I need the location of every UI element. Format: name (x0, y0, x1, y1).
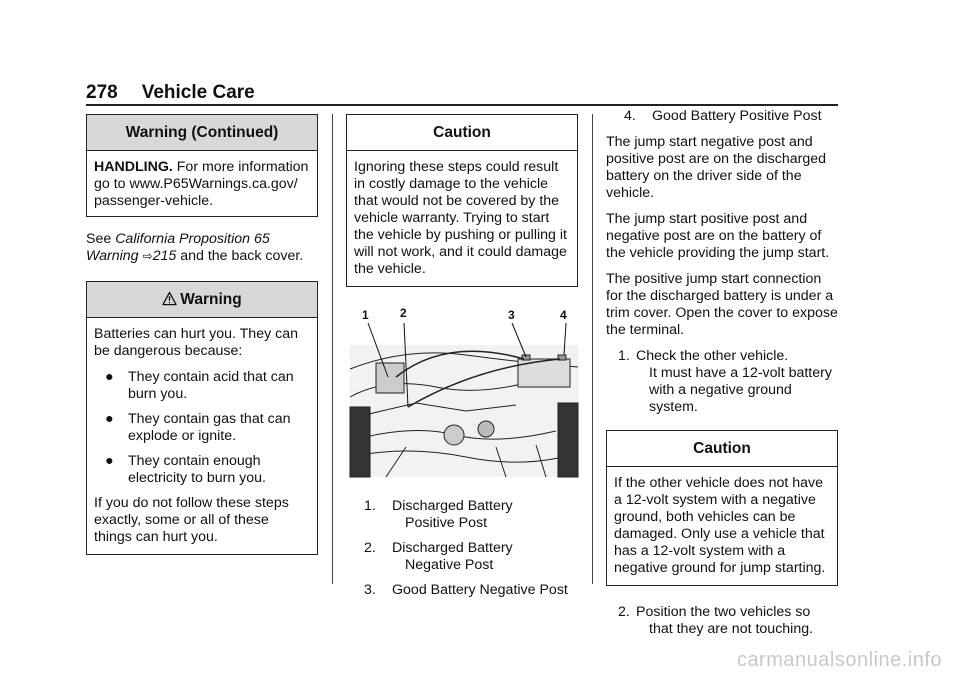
see-suffix: and the back cover. (176, 248, 304, 264)
legend-text-cont: Positive Post (405, 515, 488, 531)
legend-item (346, 540, 578, 574)
diagram-label-4: 4 (560, 308, 567, 322)
list-item (94, 453, 310, 487)
step-1 (606, 348, 838, 416)
header-rule (86, 104, 838, 106)
paragraph: The jump start positive post and negative post are on the battery of the vehicle providing the jump start. (606, 211, 830, 261)
handling-text: For more information go to www.P65Warnings.ca.gov/ passenger-vehicle. (94, 159, 309, 209)
watermark: carmanualsonline.info (736, 649, 942, 671)
warning-triangle-icon (162, 291, 177, 306)
legend-item (346, 582, 578, 599)
bullet-icon: ● (105, 453, 114, 469)
paragraph: The positive jump start connection for the discharged battery is under a trim cover. Open the cover to expose the terminal. (606, 271, 838, 338)
see-prefix: See (86, 231, 116, 247)
caution-title-1: Caution (347, 115, 577, 151)
jump-start-diagram (346, 307, 582, 479)
caution-text-2: If the other vehicle does not have a 12-volt system with a negative ground, both vehicles can be damaged. Only use a vehicle that has a 12-volt system with a negative ground for jump starting. (614, 475, 826, 576)
handling-lead: HANDLING. (94, 159, 173, 175)
bullet-icon: ● (105, 411, 114, 427)
legend-text-cont: Negative Post (405, 557, 494, 573)
legend-text: Discharged Battery (392, 540, 513, 556)
legend-item (606, 108, 838, 125)
prop65-link[interactable]: California Proposition 65 Warning (86, 231, 270, 264)
caution-body-2 (607, 467, 837, 585)
page-title: Vehicle Care (141, 82, 255, 103)
legend-number: 3. (364, 582, 376, 598)
battery-warning-body (87, 318, 317, 554)
legend-text: Good Battery Positive Post (652, 108, 822, 124)
column-divider-2 (592, 114, 593, 584)
column-1 (86, 114, 318, 569)
legend-item (346, 498, 578, 532)
page-ref-number[interactable]: 215 (152, 248, 177, 264)
bullet-icon: ● (105, 369, 114, 385)
battery-warning-title (87, 282, 317, 318)
legend-number: 2. (364, 540, 376, 556)
column-3 (606, 108, 838, 646)
warning-intro: Batteries can hurt you. They can be dangerous because: (94, 326, 298, 359)
legend-text: Good Battery Negative Post (392, 582, 568, 598)
diagram-label-1: 1 (362, 308, 369, 322)
caution-body-1 (347, 151, 577, 286)
list-item (94, 369, 310, 403)
see-paragraph (86, 231, 318, 265)
page-number: 278 (86, 82, 118, 103)
column-divider-1 (332, 114, 333, 584)
caution-box-2 (606, 430, 838, 586)
warning-continued-body (87, 151, 317, 216)
bullet-text: They contain gas that can explode or ignite. (128, 411, 291, 444)
step-text-cont: It must have a 12-volt battery with a negative ground system. (649, 365, 832, 415)
step-text-cont: that they are not touching. (649, 621, 814, 637)
warning-continued-title: Warning (Continued) (87, 115, 317, 151)
step-number: 1. (618, 348, 630, 364)
warning-continued-box (86, 114, 318, 217)
legend-text: Discharged Battery (392, 498, 513, 514)
battery-warning-box (86, 281, 318, 555)
paragraph: The jump start negative post and positive post are on the discharged battery on the driver side of the vehicle. (606, 134, 827, 201)
diagram-label-2: 2 (400, 307, 407, 320)
step-2 (606, 604, 838, 638)
column-2 (346, 114, 578, 607)
legend-number: 1. (364, 498, 376, 514)
diagram-label-3: 3 (508, 308, 515, 322)
caution-title-2: Caution (607, 431, 837, 467)
step-text: Check the other vehicle. (636, 348, 789, 364)
caution-box-1 (346, 114, 578, 287)
step-number: 2. (618, 604, 630, 620)
legend-number: 4. (624, 108, 636, 124)
list-item (94, 411, 310, 445)
bullet-text: They contain enough electricity to burn you. (128, 453, 266, 486)
warning-outro: If you do not follow these steps exactly, some or all of these things can hurt you. (94, 495, 289, 545)
page-header (86, 82, 255, 104)
step-text: Position the two vehicles so (636, 604, 811, 620)
warning-title-text: Warning (180, 291, 242, 308)
caution-text-1: Ignoring these steps could result in costly damage to the vehicle that would not be covered by the vehicle warranty. Trying to start the vehicle by pushing or pulling it will not work, and it could damage the vehicle. (354, 159, 567, 277)
page-ref-arrow-icon: ⇨ (142, 249, 153, 263)
bullet-text: They contain acid that can burn you. (128, 369, 294, 402)
